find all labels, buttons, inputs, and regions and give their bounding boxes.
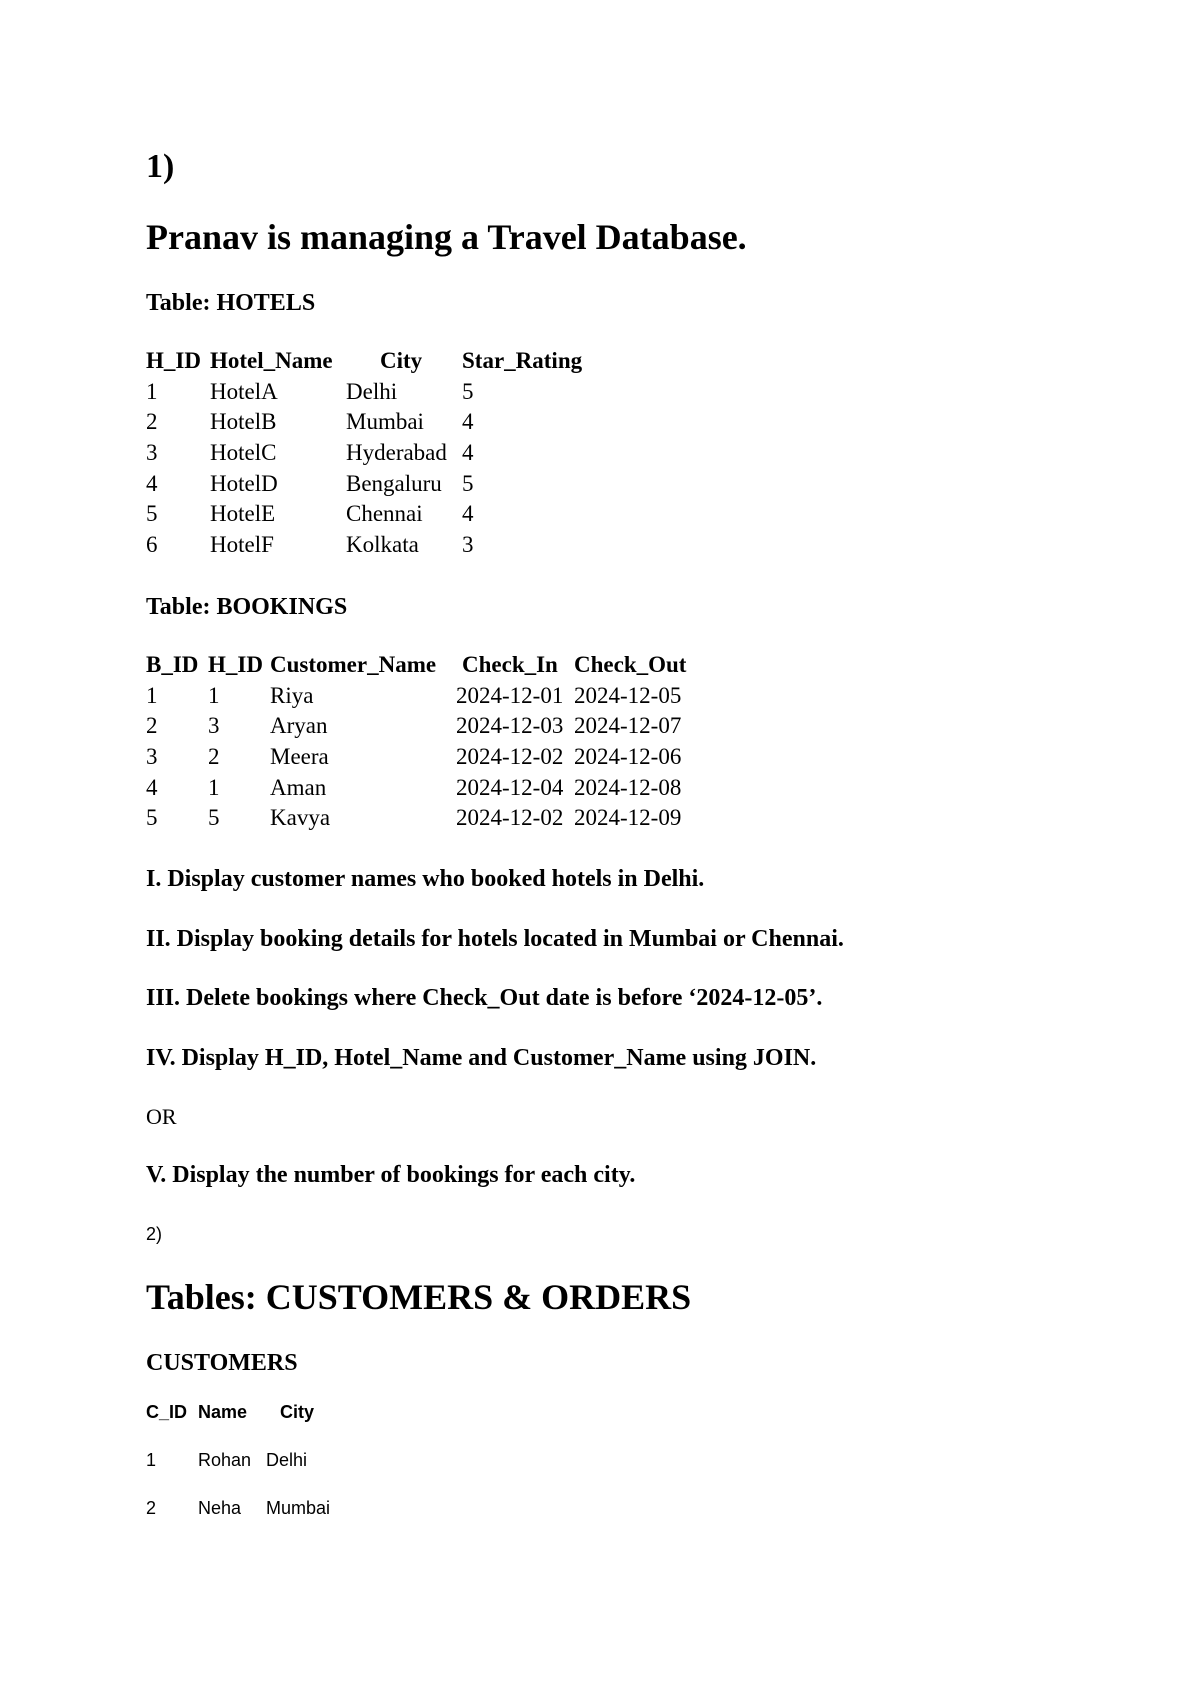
hotels-cell: HotelE bbox=[210, 501, 276, 527]
bookings-cell: 2024-12-02 bbox=[456, 744, 564, 770]
bookings-cell: Meera bbox=[270, 744, 329, 770]
question-number-1: 1) bbox=[146, 148, 175, 185]
bookings-cell: 2024-12-09 bbox=[574, 805, 682, 831]
customers-row bbox=[146, 1498, 356, 1546]
bookings-header-cell: Customer_Name bbox=[270, 652, 437, 678]
bookings-row bbox=[146, 772, 704, 803]
customers-cell: Delhi bbox=[266, 1450, 308, 1470]
hotels-header-row bbox=[146, 346, 622, 377]
bookings-header-cell: Check_In bbox=[462, 652, 558, 678]
bookings-row bbox=[146, 742, 704, 773]
hotels-header-cell: H_ID bbox=[146, 348, 201, 374]
hotels-row bbox=[146, 438, 622, 469]
question-item: II. Display booking details for hotels located in Mumbai or Chennai. bbox=[146, 926, 844, 952]
question-item: V. Display the number of bookings for each city. bbox=[146, 1162, 636, 1188]
hotels-table-label: Table: HOTELS bbox=[146, 290, 316, 316]
hotels-cell: 6 bbox=[146, 531, 158, 557]
customers-header-cell: C_ID bbox=[146, 1402, 188, 1422]
bookings-cell: 2024-12-08 bbox=[574, 774, 682, 800]
bookings-cell: 2 bbox=[208, 744, 220, 770]
hotels-table bbox=[146, 346, 622, 560]
hotels-cell: Bengaluru bbox=[346, 470, 442, 496]
customers-cell: 1 bbox=[146, 1450, 157, 1470]
question-2-title: Tables: CUSTOMERS & ORDERS bbox=[146, 1277, 692, 1317]
bookings-header-cell: Check_Out bbox=[574, 652, 687, 678]
hotels-cell: 1 bbox=[146, 378, 158, 404]
bookings-cell: 1 bbox=[146, 682, 158, 708]
bookings-cell: 3 bbox=[208, 713, 220, 739]
customers-cell: Neha bbox=[198, 1498, 242, 1518]
customers-cell: Rohan bbox=[198, 1450, 252, 1470]
hotels-cell: HotelC bbox=[210, 440, 277, 466]
customers-header-cell: Name bbox=[198, 1402, 248, 1422]
hotels-cell: HotelD bbox=[210, 470, 278, 496]
customers-row bbox=[146, 1450, 356, 1498]
hotels-row bbox=[146, 499, 622, 530]
question-item: III. Delete bookings where Check_Out date is before ‘2024-12-05’. bbox=[146, 985, 823, 1011]
bookings-cell: 4 bbox=[146, 774, 158, 800]
hotels-cell: 5 bbox=[146, 501, 158, 527]
bookings-cell: 2024-12-05 bbox=[574, 682, 682, 708]
hotels-cell: Hyderabad bbox=[346, 440, 447, 466]
bookings-cell: 2024-12-06 bbox=[574, 744, 682, 770]
bookings-cell: 5 bbox=[208, 805, 220, 831]
or-separator: OR bbox=[146, 1104, 177, 1129]
hotels-cell: 4 bbox=[462, 409, 474, 435]
hotels-cell: 2 bbox=[146, 409, 158, 435]
hotels-header-cell: City bbox=[380, 348, 423, 374]
hotels-header-cell: Star_Rating bbox=[462, 348, 583, 374]
hotels-cell: Chennai bbox=[346, 501, 423, 527]
hotels-cell: 3 bbox=[146, 440, 158, 466]
hotels-cell: Mumbai bbox=[346, 409, 424, 435]
bookings-cell: 1 bbox=[208, 774, 220, 800]
bookings-row bbox=[146, 803, 704, 834]
bookings-cell: 3 bbox=[146, 744, 158, 770]
customers-cell: Mumbai bbox=[266, 1498, 331, 1518]
bookings-cell: Kavya bbox=[270, 805, 331, 831]
bookings-header-cell: B_ID bbox=[146, 652, 199, 678]
hotels-cell: 4 bbox=[462, 440, 474, 466]
bookings-cell: 2024-12-07 bbox=[574, 713, 682, 739]
bookings-cell: 5 bbox=[146, 805, 158, 831]
bookings-cell: 2 bbox=[146, 713, 158, 739]
bookings-table bbox=[146, 650, 704, 834]
bookings-cell: 2024-12-03 bbox=[456, 713, 564, 739]
customers-table-label: CUSTOMERS bbox=[146, 1350, 298, 1376]
hotels-cell: HotelF bbox=[210, 531, 274, 557]
bookings-cell: 2024-12-02 bbox=[456, 805, 564, 831]
hotels-cell: 3 bbox=[462, 531, 474, 557]
customers-table bbox=[146, 1402, 356, 1546]
question-number-2: 2) bbox=[146, 1224, 163, 1244]
bookings-header-cell: H_ID bbox=[208, 652, 263, 678]
hotels-row bbox=[146, 530, 622, 561]
bookings-cell: 2024-12-04 bbox=[456, 774, 564, 800]
bookings-cell: Riya bbox=[270, 682, 314, 708]
customers-header-cell: City bbox=[280, 1402, 315, 1422]
bookings-header-row bbox=[146, 650, 704, 681]
bookings-cell: 2024-12-01 bbox=[456, 682, 564, 708]
question-item: I. Display customer names who booked hotels in Delhi. bbox=[146, 866, 705, 892]
bookings-row bbox=[146, 681, 704, 712]
hotels-cell: HotelA bbox=[210, 378, 278, 404]
hotels-cell: 5 bbox=[462, 470, 474, 496]
bookings-cell: 1 bbox=[208, 682, 220, 708]
bookings-cell: Aman bbox=[270, 774, 327, 800]
question-1-title: Pranav is managing a Travel Database. bbox=[146, 217, 747, 257]
customers-cell: 2 bbox=[146, 1498, 157, 1518]
hotels-row bbox=[146, 468, 622, 499]
bookings-row bbox=[146, 711, 704, 742]
hotels-row bbox=[146, 407, 622, 438]
bookings-table-label: Table: BOOKINGS bbox=[146, 594, 348, 620]
hotels-cell: 4 bbox=[146, 470, 158, 496]
hotels-cell: 4 bbox=[462, 501, 474, 527]
hotels-cell: Delhi bbox=[346, 378, 398, 404]
customers-header-row bbox=[146, 1402, 356, 1450]
bookings-cell: Aryan bbox=[270, 713, 328, 739]
hotels-row bbox=[146, 377, 622, 408]
hotels-cell: Kolkata bbox=[346, 531, 419, 557]
hotels-cell: 5 bbox=[462, 378, 474, 404]
question-item: IV. Display H_ID, Hotel_Name and Customer_Name using JOIN. bbox=[146, 1045, 817, 1071]
hotels-cell: HotelB bbox=[210, 409, 277, 435]
hotels-header-cell: Hotel_Name bbox=[210, 348, 333, 374]
